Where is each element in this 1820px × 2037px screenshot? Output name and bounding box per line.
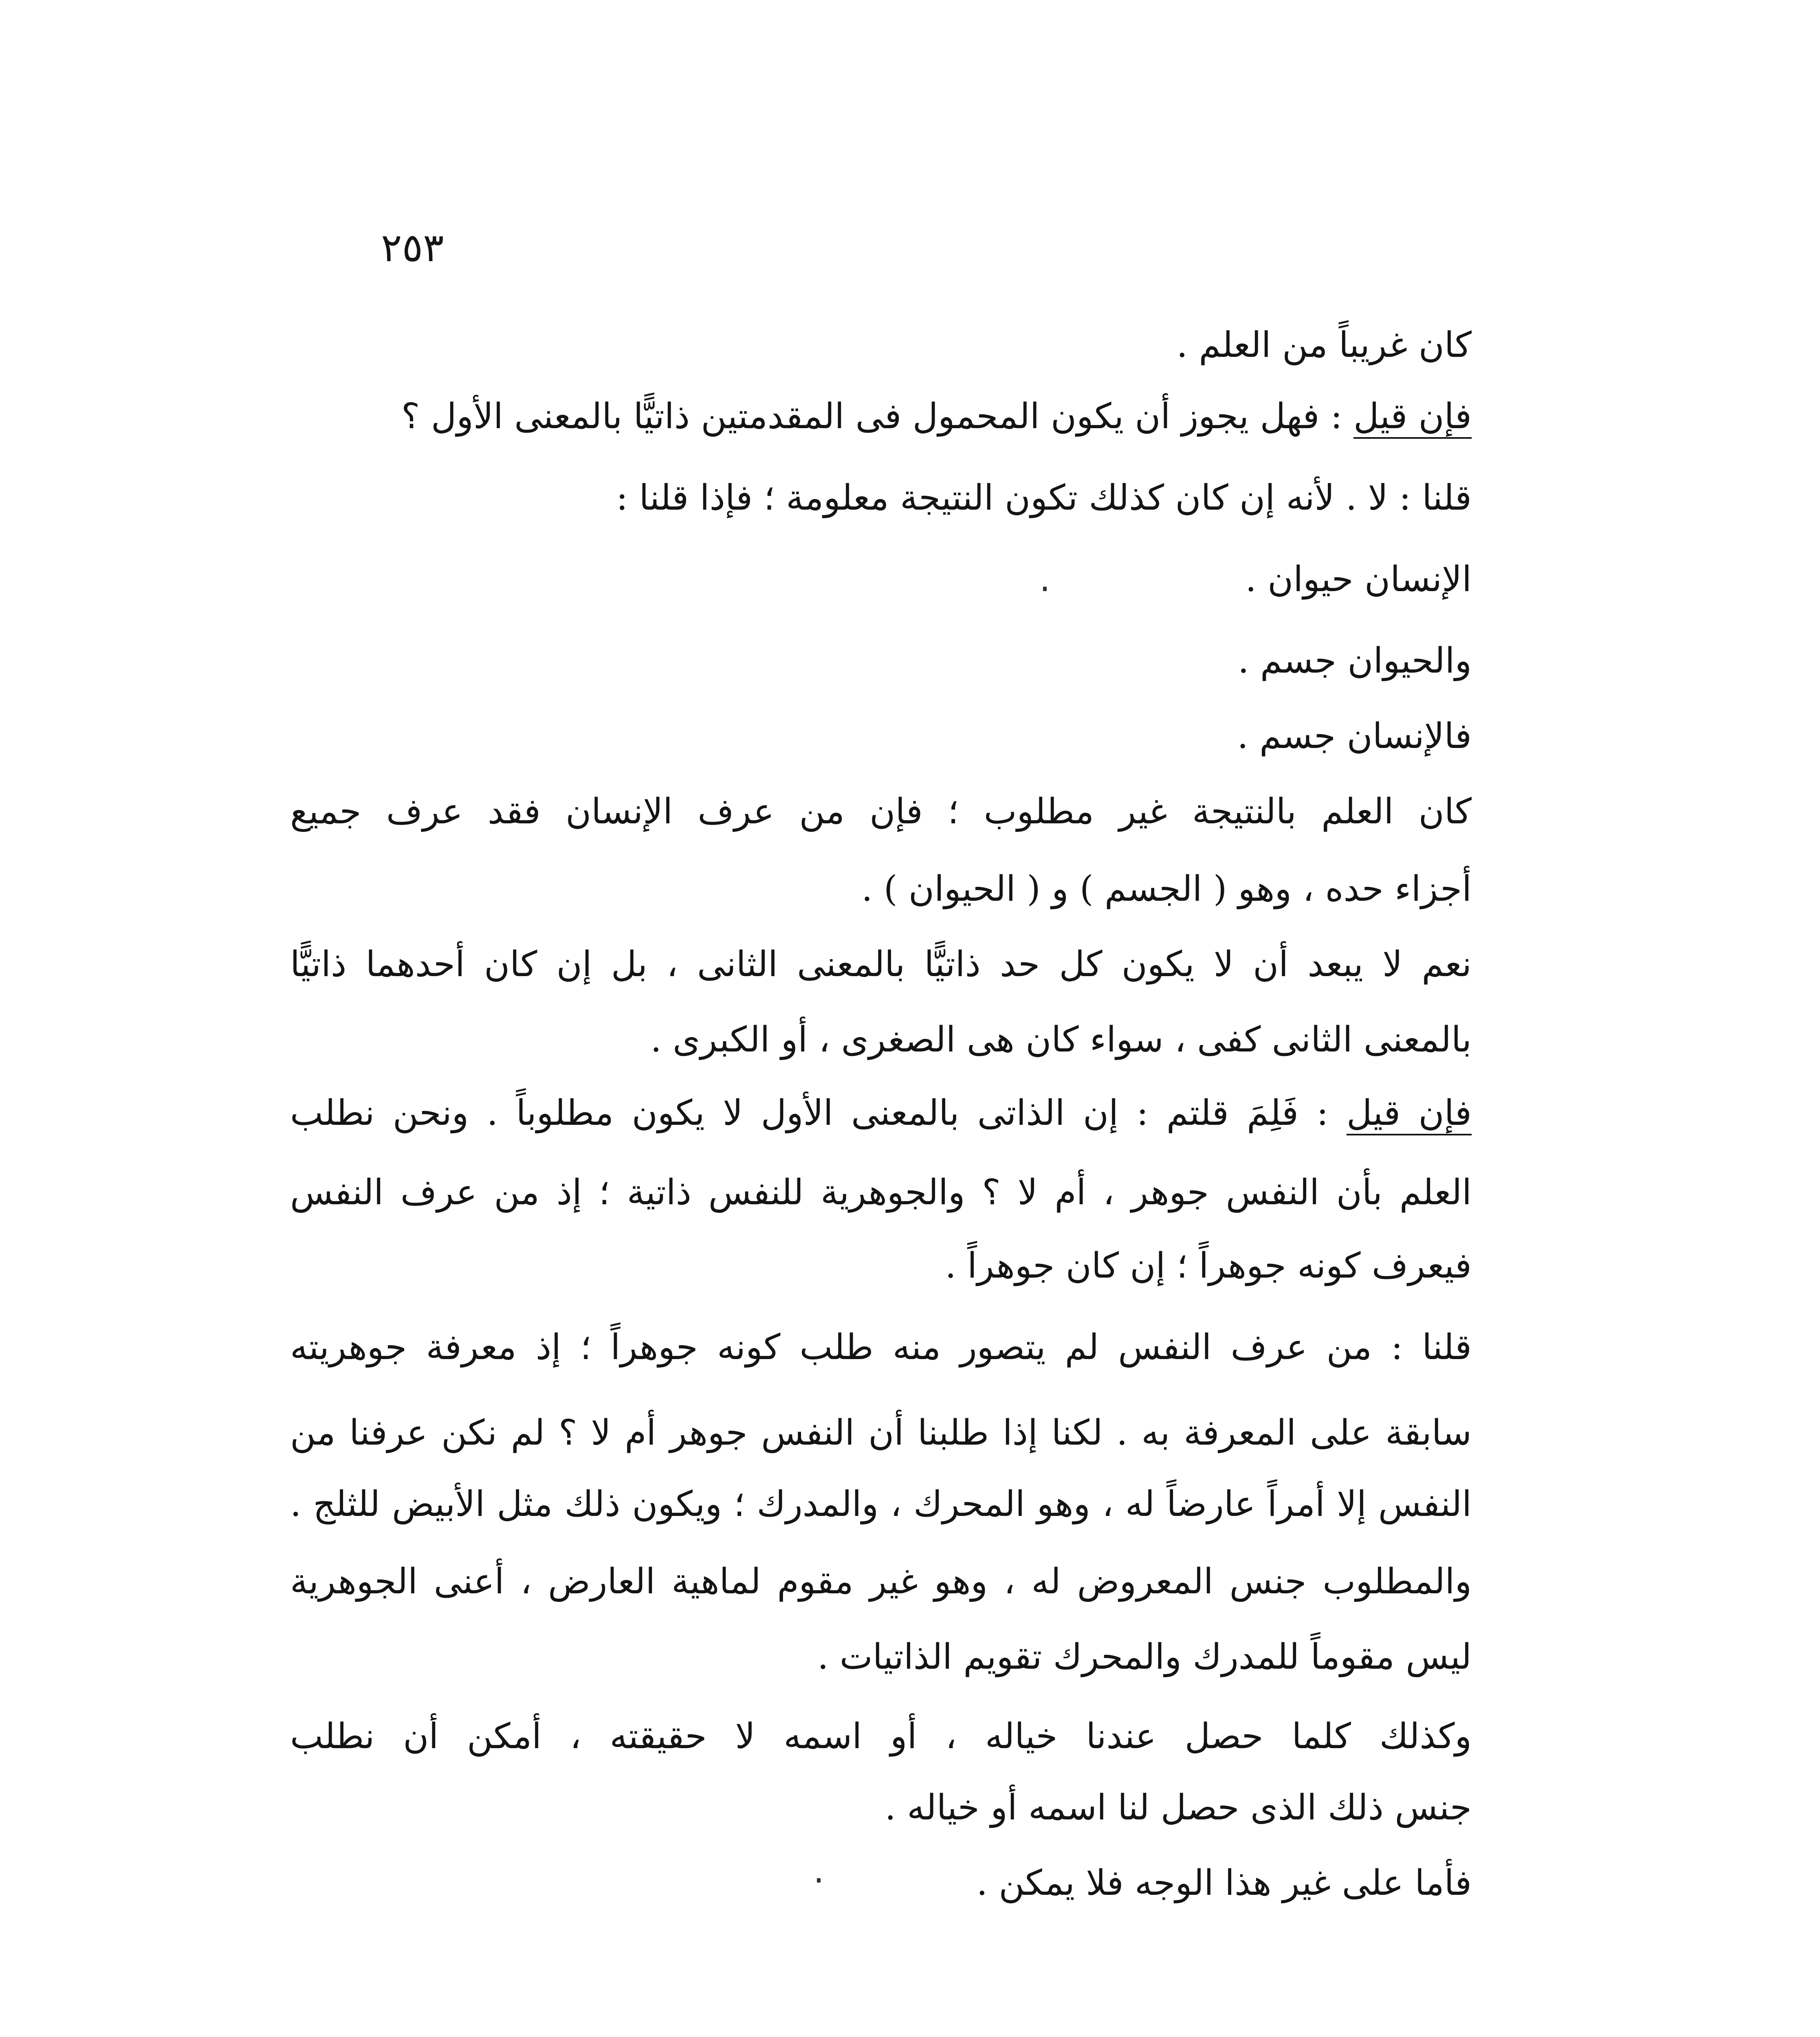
text-line: النفس إلا أمراً عارضاً له ، وهو المحرك ، والمدرك ؛ ويكون ذلك مثل الأبيض للثلج .	[290, 1484, 1472, 1524]
text-line: والمطلوب جنس المعروض له ، وهو غير مقوم لماهية العارض ، أعنى الجوهرية	[290, 1561, 1472, 1602]
scan-speck	[1043, 587, 1047, 591]
text-line: قلنا : لا . لأنه إن كان كذلك تكون النتيجة معلومة ؛ فإذا قلنا :	[616, 477, 1472, 518]
scan-speck	[817, 1878, 821, 1883]
text-line: وكذلك كلما حصل عندنا خياله ، أو اسمه لا حقيقته ، أمكن أن نطلب	[290, 1716, 1472, 1757]
text-line: فإن قيل : فهل يجوز أن يكون المحمول فى المقدمتين ذاتيًّا بالمعنى الأول ؟	[401, 396, 1472, 437]
text-line: كان غريباً من العلم .	[1176, 325, 1472, 365]
text-line: قلنا : من عرف النفس لم يتصور منه طلب كونه جوهراً ؛ إذ معرفة جوهريته	[290, 1327, 1472, 1368]
text-line: والحيوان جسم .	[1238, 640, 1472, 681]
text-line: سابقة على المعرفة به . لكنا إذا طلبنا أن النفس جوهر أم لا ؟ لم نكن عرفنا من	[290, 1412, 1472, 1453]
text-line: فإن قيل : فَلِمَ قلتم : إن الذاتى بالمعنى الأول لا يكون مطلوباً . ونحن نطلب	[290, 1093, 1472, 1133]
underlined-phrase: فإن قيل	[1353, 396, 1472, 437]
page-number: ٢٥٣	[381, 225, 444, 271]
text-line: أجزاء حده ، وهو ( الجسم ) و ( الحيوان ) .	[861, 869, 1472, 909]
text-line: ليس مقوماً للمدرك والمحرك تقويم الذاتيات .	[817, 1637, 1472, 1677]
text-line: جنس ذلك الذى حصل لنا اسمه أو خياله .	[885, 1787, 1472, 1828]
text-line: بالمعنى الثانى كفى ، سواء كان هى الصغرى ، أو الكبرى .	[650, 1019, 1472, 1060]
text-line: كان العلم بالنتيجة غير مطلوب ؛ فإن من عرف الإنسان فقد عرف جميع	[290, 791, 1472, 832]
text-line: فالإنسان جسم .	[1237, 716, 1472, 757]
underlined-phrase: فإن قيل	[1346, 1093, 1472, 1133]
text-line: فيعرف كونه جوهراً ؛ إن كان جوهراً .	[945, 1245, 1472, 1286]
text-line: نعم لا يبعد أن لا يكون كل حد ذاتيًّا بالمعنى الثانى ، بل إن كان أحدهما ذاتيًّا	[290, 944, 1472, 985]
text-line: الإنسان حيوان .	[1245, 559, 1472, 600]
text-line: العلم بأن النفس جوهر ، أم لا ؟ والجوهرية للنفس ذاتية ؛ إذ من عرف النفس	[290, 1172, 1472, 1213]
text-line: فأما على غير هذا الوجه فلا يمكن .	[976, 1863, 1472, 1903]
